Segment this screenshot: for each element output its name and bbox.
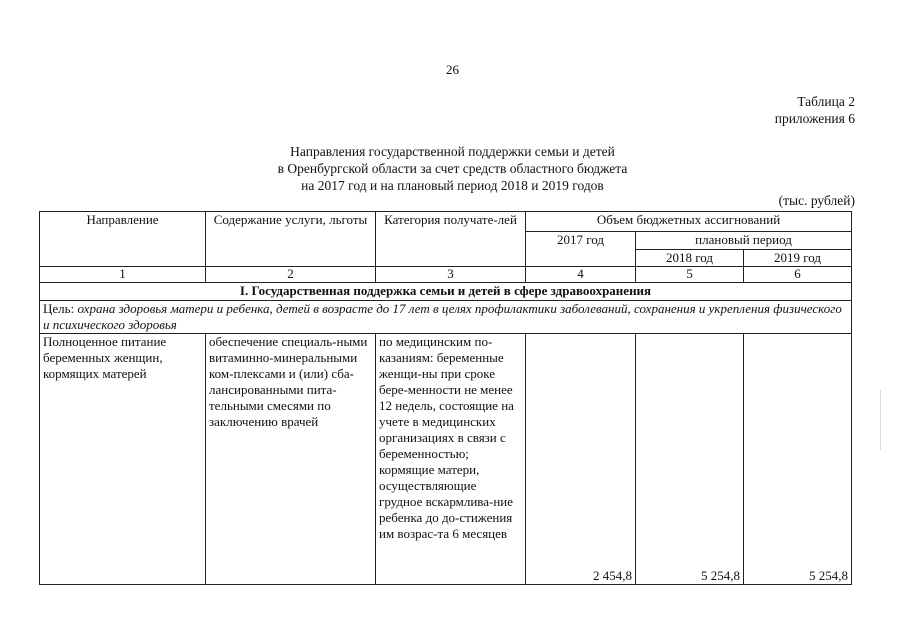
column-number-row [40,267,852,283]
row-value-2017: 2 454,8 [526,334,636,585]
title-line-1: Направления государственной поддержки семьи и детей [290,144,615,159]
goal-cell [40,301,852,334]
header-direction: Направление [40,212,206,267]
column-number: 5 [636,267,744,283]
row-category: по медицинским по-казаниям: беременные женщи-ны при сроке бере-менности не менее 12 недель, состоящие на учете в медицинских организациях в связи с беременностью; кормящие матери, осуществляющие грудное вскармлива-ние ребенка до до-стижения им возрас-та 6 месяцев [376,334,526,585]
header-content: Содержание услуги, льготы [206,212,376,267]
section-row [40,283,852,301]
column-number: 6 [744,267,852,283]
table-caption [775,93,855,127]
page-number: 26 [446,62,459,77]
table-row [40,334,852,585]
column-number: 2 [206,267,376,283]
header-year-2019: 2019 год [744,250,852,267]
budget-table [39,211,852,585]
header-year-2018: 2018 год [636,250,744,267]
scan-artifact-line [880,390,881,450]
column-number: 1 [40,267,206,283]
section-title: I. Государственная поддержка семьи и детей в сфере здравоохранения [40,283,852,301]
row-direction: Полноценное питание беременных женщин, кормящих матерей [40,334,206,585]
header-planned-period: плановый период [636,232,852,250]
row-value-2018: 5 254,8 [636,334,744,585]
goal-text: охрана здоровья матери и ребенка, детей в возрасте до 17 лет в целях профилактики заболеваний, сохранения и укрепления физического и психического здоровья [43,301,842,332]
header-category: Категория получате-лей [376,212,526,267]
column-number: 3 [376,267,526,283]
goal-label: Цель: [43,301,78,316]
title-line-3: на 2017 год и на плановый период 2018 и 2019 годов [301,178,604,193]
goal-row [40,301,852,334]
caption-line-1: Таблица 2 [797,94,855,109]
row-value-2019: 5 254,8 [744,334,852,585]
unit-label: (тыс. рублей) [778,193,855,208]
row-content: обеспечение специаль-ными витаминно-минеральными ком-плексами и (или) сба-лансированными пита-тельными смесями по заключению врачей [206,334,376,585]
caption-line-2: приложения 6 [774,111,855,126]
column-number: 4 [526,267,636,283]
header-volume: Объем бюджетных ассигнований [526,212,852,232]
header-year-2017: 2017 год [526,232,636,267]
title-line-2: в Оренбургской области за счет средств областного бюджета [277,161,628,176]
document-title [0,143,905,194]
